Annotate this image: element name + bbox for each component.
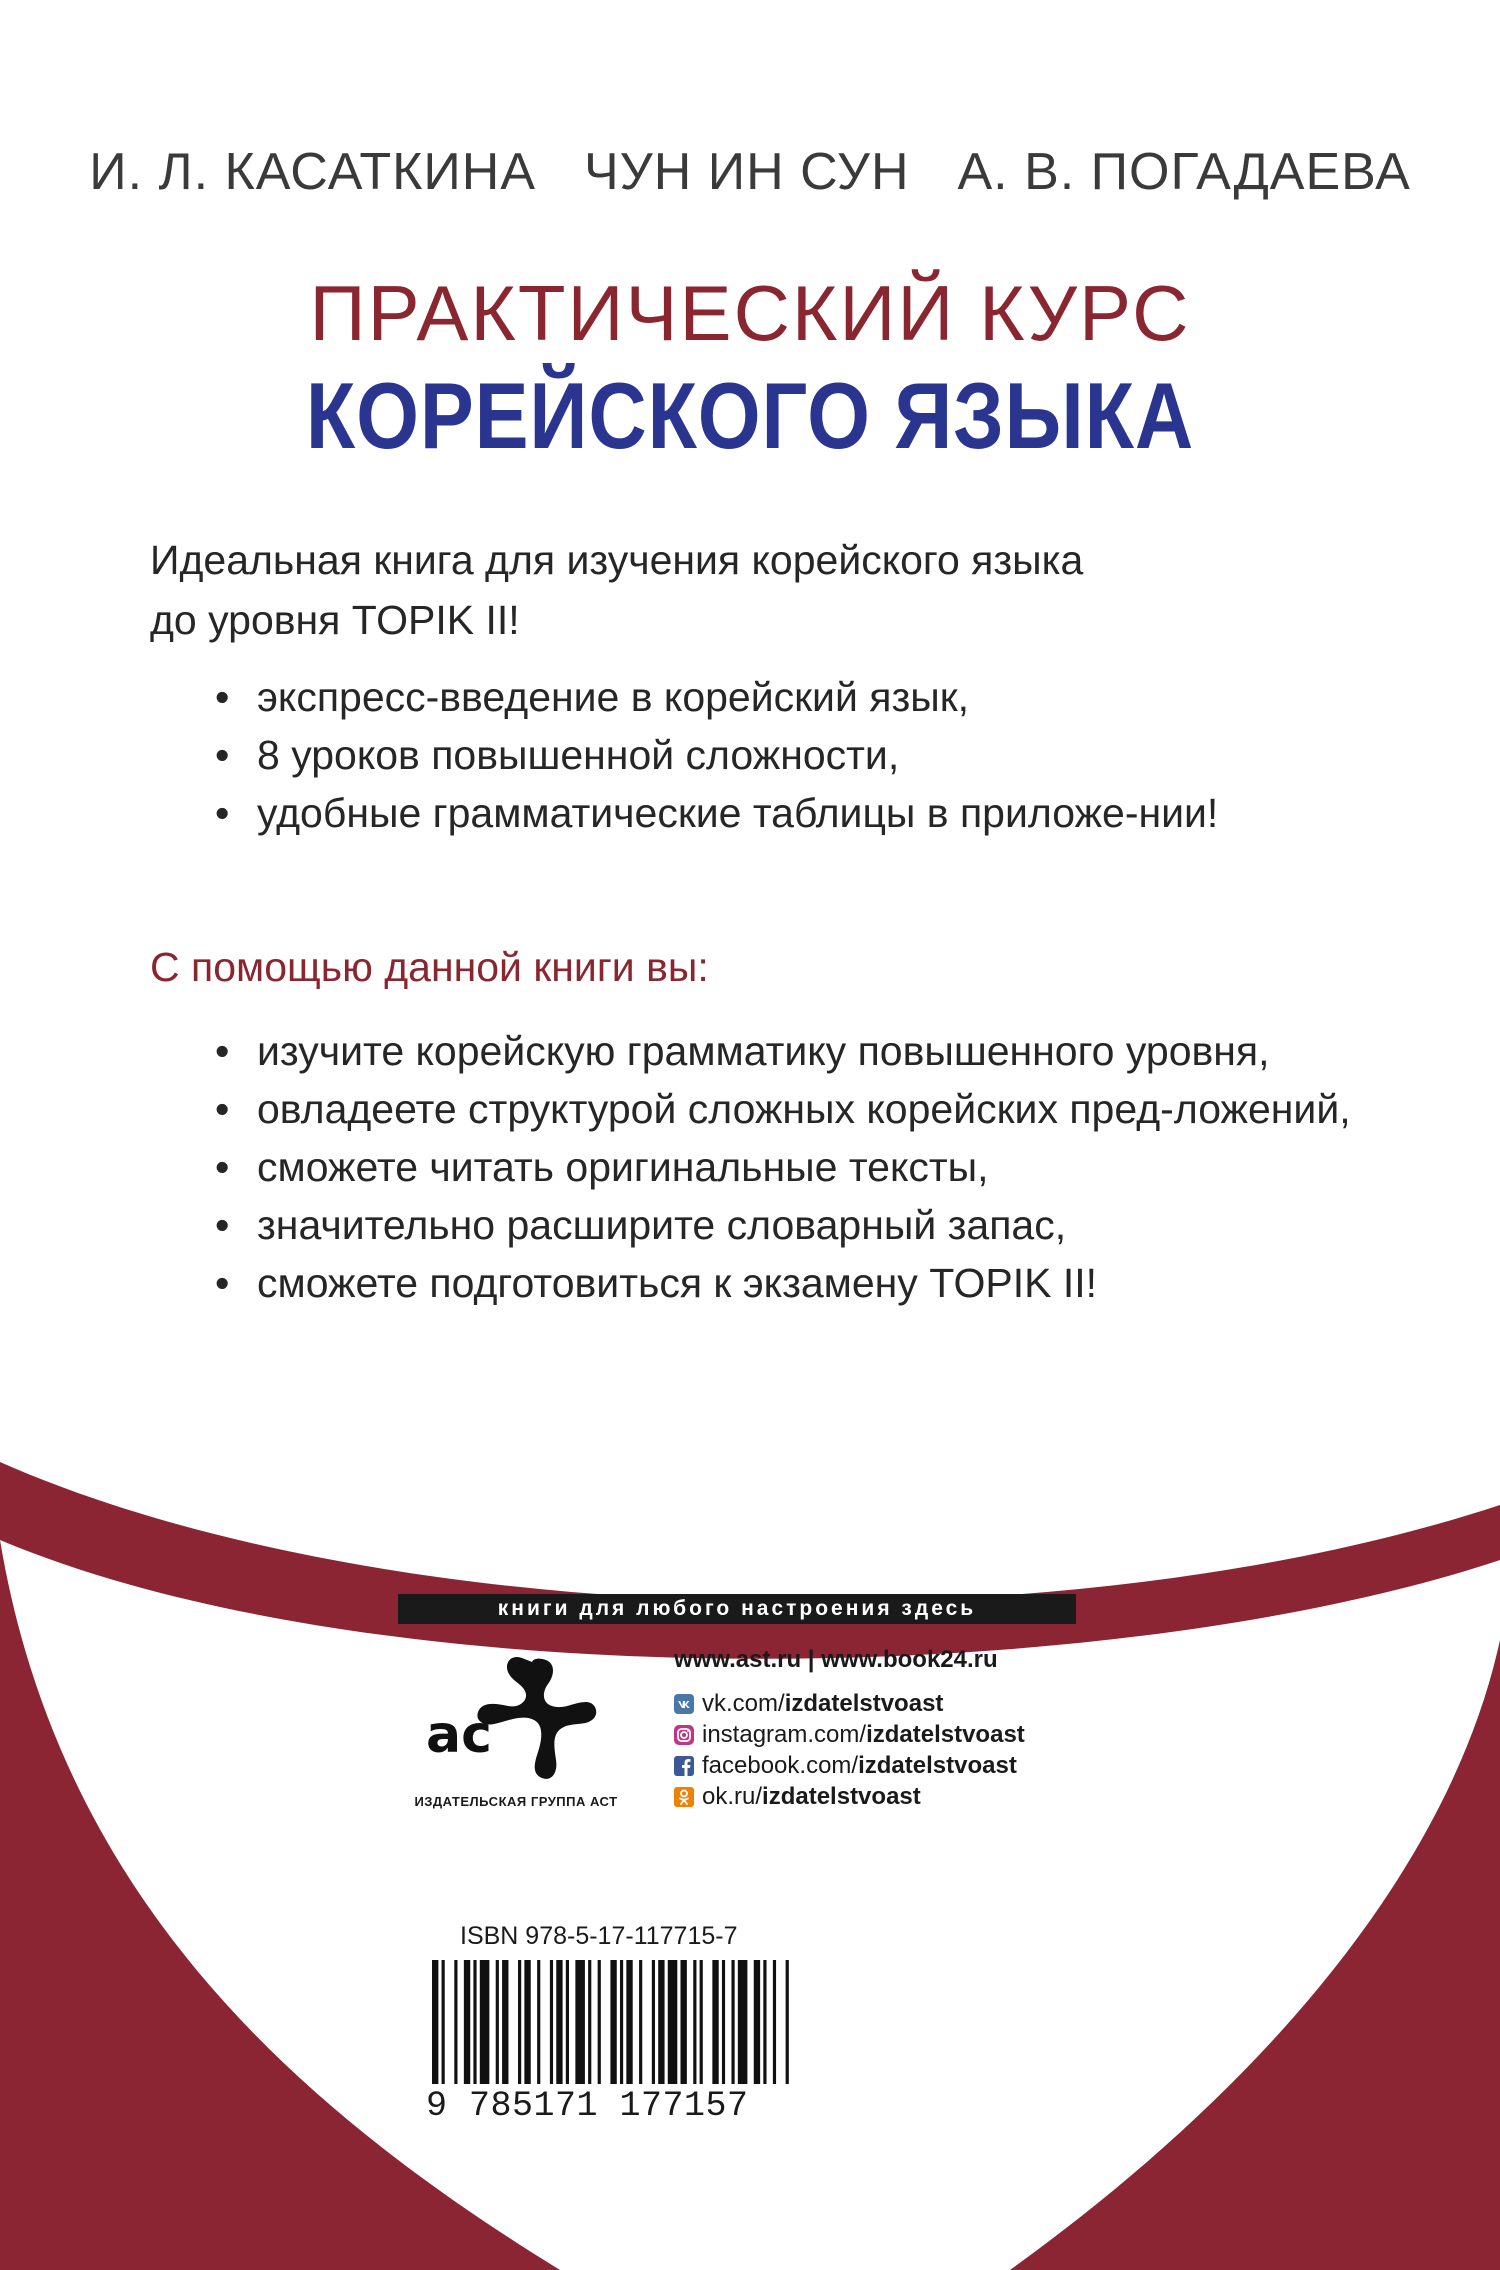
social-prefix: ok.ru/ bbox=[702, 1783, 763, 1810]
social-prefix: vk.com/ bbox=[702, 1690, 785, 1717]
barcode-digits: 9 785171 177157 bbox=[426, 2086, 749, 2126]
svg-text:ingua: ingua bbox=[910, 2000, 1120, 2078]
authors-line bbox=[0, 142, 1500, 202]
social-handle: izdatelstvoast bbox=[858, 1752, 1017, 1779]
social-link-odnoklassniki[interactable] bbox=[674, 1781, 1025, 1812]
social-link-vk[interactable] bbox=[674, 1688, 1025, 1719]
benefits-list bbox=[215, 1022, 1375, 1312]
instagram-icon bbox=[674, 1725, 694, 1745]
svg-text:ас: ас bbox=[426, 1705, 492, 1765]
list-item: • значительно расширите словарный запас, bbox=[215, 1196, 1375, 1254]
publisher-group-name: ИЗДАТЕЛЬСКАЯ ГРУППА АСТ bbox=[414, 1794, 618, 1809]
social-handle: izdatelstvoast bbox=[784, 1690, 944, 1717]
isbn-label: ISBN 978-5-17-117715-7 bbox=[460, 1922, 738, 1950]
list-item: • изучите корейскую грамматику повышенного уровня, bbox=[215, 1022, 1375, 1080]
isbn-barcode-box bbox=[398, 1904, 814, 2140]
ast-logo-icon bbox=[410, 1640, 620, 1790]
list-item: • экспресс-введение в корейский язык, bbox=[215, 668, 1375, 726]
publisher-websites[interactable]: www.ast.ru | www.book24.ru bbox=[674, 1646, 998, 1673]
list-item: • 8 уроков повышенной сложности, bbox=[215, 726, 1375, 784]
features-list bbox=[215, 668, 1375, 842]
author-name: А. В. ПОГАДАЕВА bbox=[957, 143, 1411, 201]
odnoklassniki-icon bbox=[674, 1787, 694, 1807]
barcode-icon bbox=[428, 1960, 796, 2084]
social-prefix: facebook.com/ bbox=[702, 1752, 859, 1779]
social-link-facebook[interactable] bbox=[674, 1750, 1025, 1781]
social-handle: izdatelstvoast bbox=[866, 1721, 1025, 1748]
list-item: • сможете подготовиться к экзамену TOPIK II! bbox=[215, 1254, 1375, 1312]
author-name: ЧУН ИН СУН bbox=[584, 143, 910, 201]
intro-line: до уровня TOPIK II! bbox=[150, 597, 520, 643]
intro-paragraph bbox=[150, 530, 1380, 650]
social-links bbox=[674, 1688, 1025, 1812]
list-item: • удобные грамматические таблицы в приложе-нии! bbox=[215, 784, 1375, 842]
author-name: И. Л. КАСАТКИНА bbox=[89, 143, 537, 201]
book-title-line2: КОРЕЙСКОГО ЯЗЫКА bbox=[305, 363, 1195, 468]
lingua-logo-icon bbox=[838, 1920, 1158, 2120]
social-handle: izdatelstvoast bbox=[762, 1783, 921, 1810]
social-prefix: instagram.com/ bbox=[702, 1721, 867, 1748]
list-item: • овладеете структурой сложных корейских пред-ложений, bbox=[215, 1080, 1375, 1138]
list-item: • сможете читать оригинальные тексты, bbox=[215, 1138, 1375, 1196]
benefits-heading: С помощью данной книги вы: bbox=[150, 944, 709, 990]
publisher-slogan: книги для любого настроения здесь bbox=[398, 1594, 1076, 1624]
book-title-line1: ПРАКТИЧЕСКИЙ КУРС bbox=[309, 269, 1191, 357]
social-link-instagram[interactable] bbox=[674, 1719, 1025, 1750]
vk-icon bbox=[674, 1694, 694, 1714]
facebook-icon bbox=[674, 1756, 694, 1776]
intro-line: Идеальная книга для изучения корейского языка bbox=[150, 537, 1084, 583]
